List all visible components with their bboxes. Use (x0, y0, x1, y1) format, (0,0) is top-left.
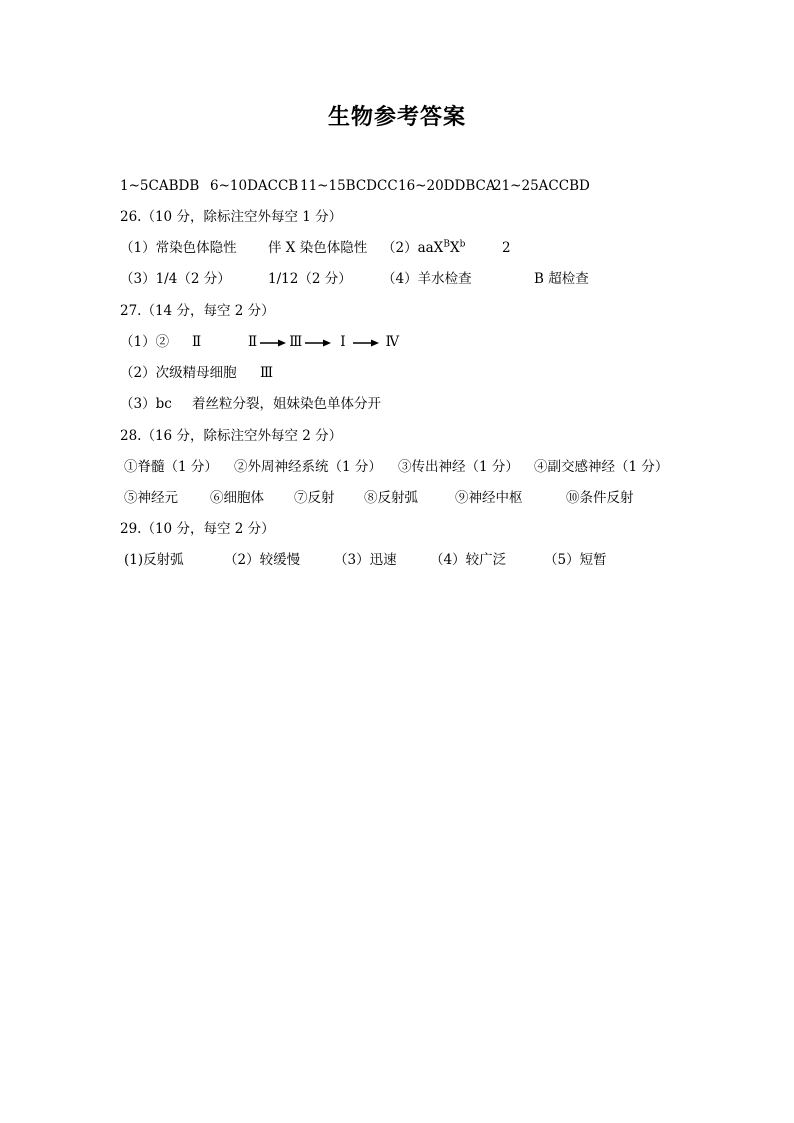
answer-text: ⑩条件反射 (566, 490, 634, 506)
answer-text: 1/12（2 分） (268, 271, 352, 287)
answer-text: （5）短暂 (544, 552, 607, 568)
answer-text: ⑨神经中枢 (455, 490, 523, 506)
answer-text: （3）迅速 (334, 552, 397, 568)
answer-text: 伴 X 染色体隐性 (268, 240, 368, 256)
right-arrow-icon (304, 338, 332, 348)
sequence-step: Ⅰ (340, 334, 346, 350)
answer-text: ⑥细胞体 (210, 490, 264, 506)
genotype-sup-2: b (459, 239, 466, 250)
page-title: 生物参考答案 (327, 105, 466, 130)
answer-text: ②外周神经系统（1 分） (234, 459, 382, 475)
q29-header: 29.（10 分，每空 2 分） (120, 521, 275, 537)
sequence-step: Ⅲ (289, 334, 303, 350)
answer-text: （2）较缓慢 (224, 552, 301, 568)
genotype-mid: X (449, 240, 460, 256)
mc-answer-group: 11~15BCDCC (300, 178, 398, 194)
answer-text: （2）次级精母细胞 (120, 365, 237, 381)
answer-text: ③传出神经（1 分） (398, 459, 519, 475)
genotype-sup-1: B (443, 239, 450, 250)
answer-text: （3）bc (120, 396, 172, 412)
answer-text: 2 (502, 240, 511, 256)
answer-text: B 超检查 (534, 271, 589, 287)
answer-text: （4）较广泛 (430, 552, 507, 568)
sequence-step: Ⅳ (385, 334, 400, 350)
answer-text: （1）常染色体隐性 (120, 240, 237, 256)
division-sequence (248, 333, 399, 351)
sequence-step: Ⅱ (248, 334, 258, 350)
answer-text: ⑤神经元 (124, 490, 178, 506)
genotype-answer (382, 239, 465, 257)
answer-text: ①脊髓（1 分） (124, 459, 218, 475)
answer-text: （3）1/4（2 分） (120, 271, 231, 287)
q27-header: 27.（14 分，每空 2 分） (120, 303, 275, 319)
answer-text: (1)反射弧 (124, 552, 184, 568)
answer-text: （1）② (120, 334, 170, 350)
answer-text: 着丝粒分裂，姐妹染色单体分开 (192, 396, 381, 412)
answer-text: ⑧反射弧 (364, 490, 418, 506)
q28-header: 28.（16 分，除标注空外每空 2 分） (120, 428, 343, 444)
answer-text: （4）羊水检查 (382, 271, 472, 287)
answer-text: ④副交感神经（1 分） (534, 459, 669, 475)
answer-text: Ⅱ (192, 334, 202, 350)
right-arrow-icon (352, 338, 380, 348)
mc-answer-group: 6~10DACCB (210, 178, 299, 194)
q26-header: 26.（10 分，除标注空外每空 1 分） (120, 209, 343, 225)
mc-answer-group: 1~5CABDB (120, 178, 200, 194)
mc-answer-group: 16~20DDBCA (398, 178, 496, 194)
answer-text: Ⅲ (260, 365, 274, 381)
mc-answer-group: 21~25ACCBD (493, 178, 590, 194)
right-arrow-icon (259, 338, 287, 348)
genotype-base: （2）aaX (382, 240, 444, 256)
answer-text: ⑦反射 (294, 490, 335, 506)
